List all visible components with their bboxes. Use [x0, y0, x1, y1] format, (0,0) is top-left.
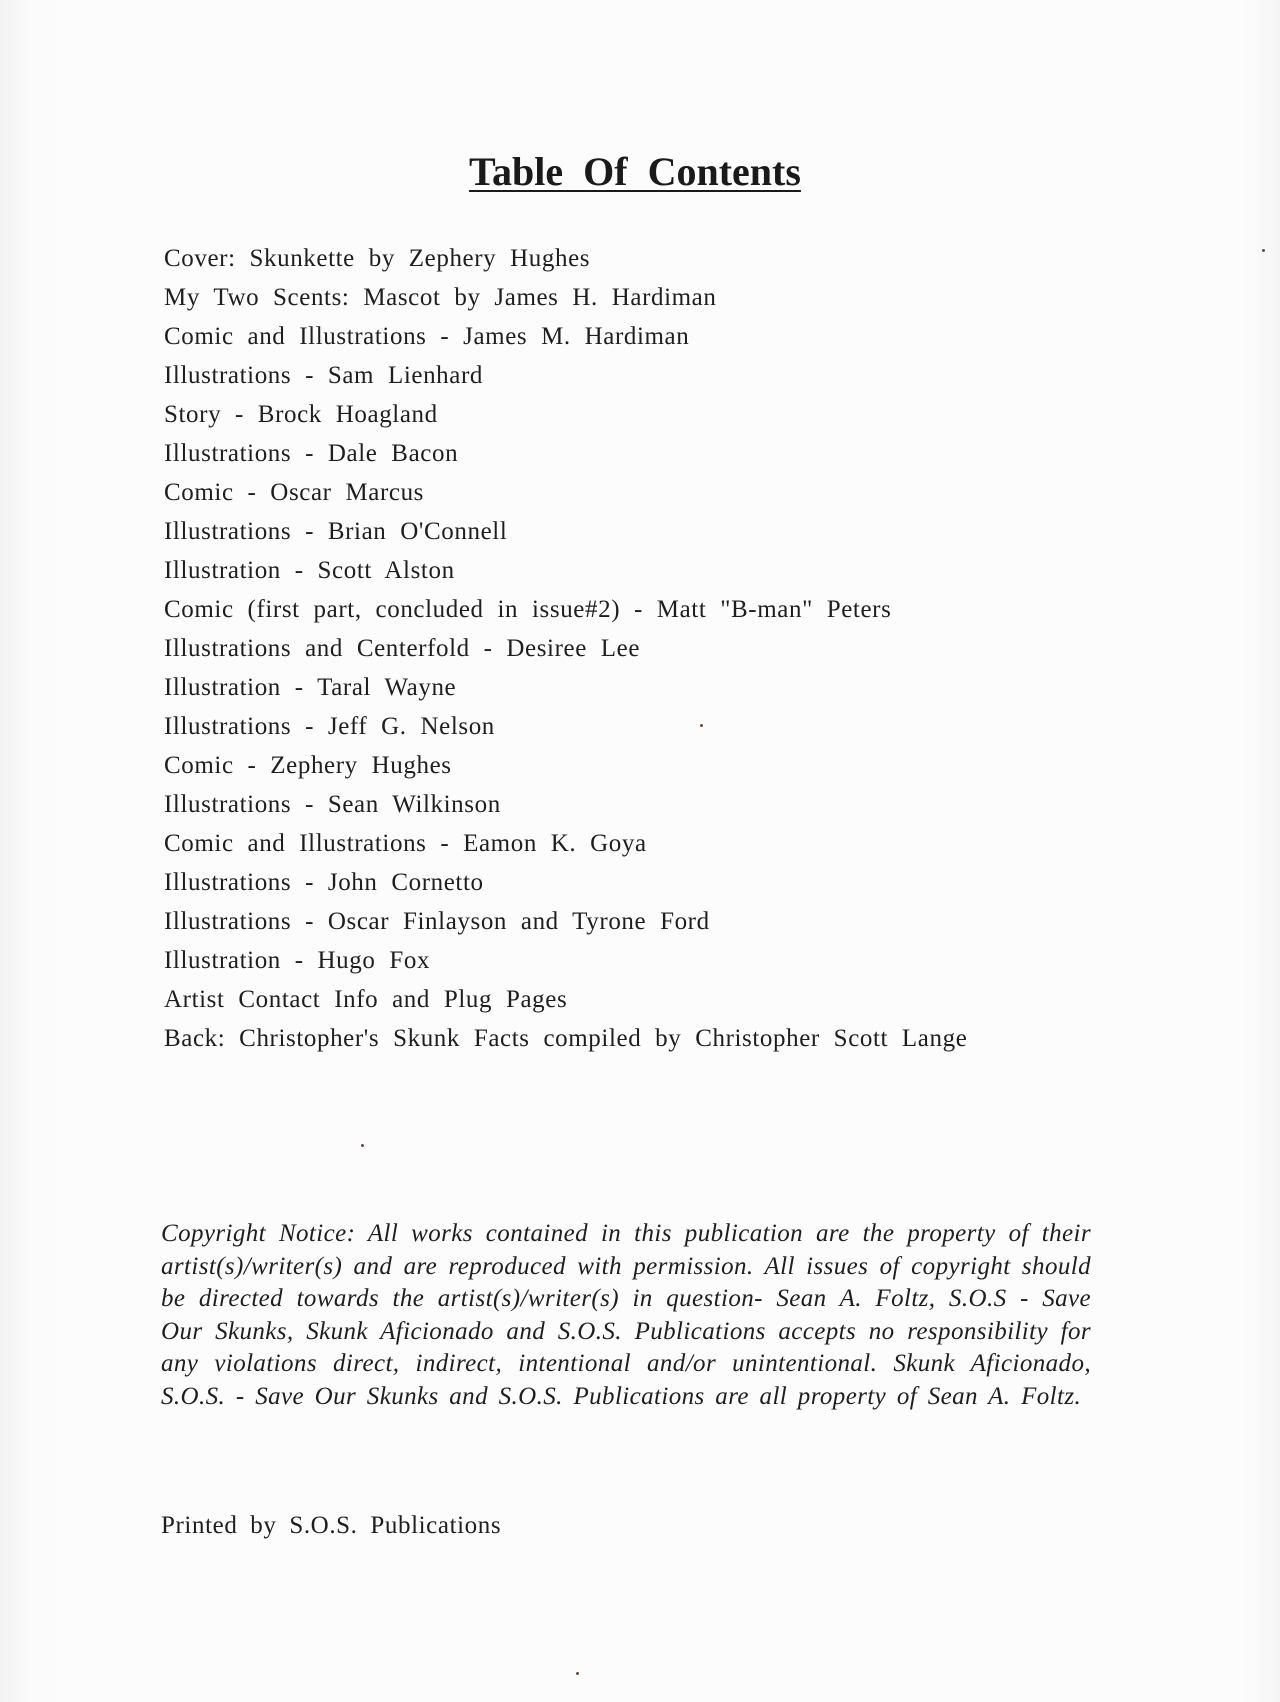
table-of-contents-list: [164, 239, 1224, 1058]
toc-entry: Comic and Illustrations - Eamon K. Goya: [164, 830, 647, 857]
toc-entry: Illustrations - Dale Bacon: [164, 440, 459, 467]
toc-entry: My Two Scents: Mascot by James H. Hardiman: [164, 284, 717, 311]
toc-entry: Illustrations and Centerfold - Desiree Lee: [164, 635, 641, 662]
toc-entry: Comic (first part, concluded in issue#2) - Matt "B-man" Peters: [164, 596, 892, 623]
toc-entry: Comic - Zephery Hughes: [164, 752, 452, 779]
toc-entry: Illustration - Scott Alston: [164, 557, 455, 584]
toc-entry: Illustrations - Brian O'Connell: [164, 518, 508, 545]
ink-speck: [361, 1144, 364, 1147]
toc-entry: Comic and Illustrations - James M. Hardiman: [164, 323, 690, 350]
toc-entry: Illustration - Hugo Fox: [164, 947, 431, 974]
ink-speck: [576, 1672, 579, 1675]
toc-entry: Illustrations - Jeff G. Nelson: [164, 713, 495, 740]
toc-entry: Story - Brock Hoagland: [164, 401, 438, 428]
toc-entry: Artist Contact Info and Plug Pages: [164, 986, 568, 1013]
copyright-notice: Copyright Notice: All works contained in this publication are the property of their artist(s)/writer(s) and are reproduced with permission. All issues of copyright should be directed towards the artist(s)/writer(s) in question- Sean A. Foltz, S.O.S - Save Our Skunks, Skunk Aficionado and S.O.S. Publications accepts no responsibility for any violations direct, indirect, intentional and/or unintentional. Skunk Aficionado, S.O.S. - Save Our Skunks and S.O.S. Publications are all property of Sean A. Foltz.: [161, 1220, 1091, 1410]
toc-entry: Illustrations - John Cornetto: [164, 869, 484, 896]
toc-entry: Comic - Oscar Marcus: [164, 479, 425, 506]
page-title: Table Of Contents: [469, 149, 801, 194]
toc-entry: Illustrations - Oscar Finlayson and Tyrone Ford: [164, 908, 710, 935]
toc-entry: Illustration - Taral Wayne: [164, 674, 457, 701]
toc-entry: Illustrations - Sam Lienhard: [164, 362, 483, 389]
ink-speck: [700, 724, 703, 727]
ink-speck: [1262, 249, 1265, 252]
printed-by-line: Printed by S.O.S. Publications: [161, 1512, 502, 1539]
toc-entry: Illustrations - Sean Wilkinson: [164, 791, 501, 818]
toc-entry: Cover: Skunkette by Zephery Hughes: [164, 245, 591, 272]
toc-entry: Back: Christopher's Skunk Facts compiled by Christopher Scott Lange: [164, 1025, 968, 1052]
